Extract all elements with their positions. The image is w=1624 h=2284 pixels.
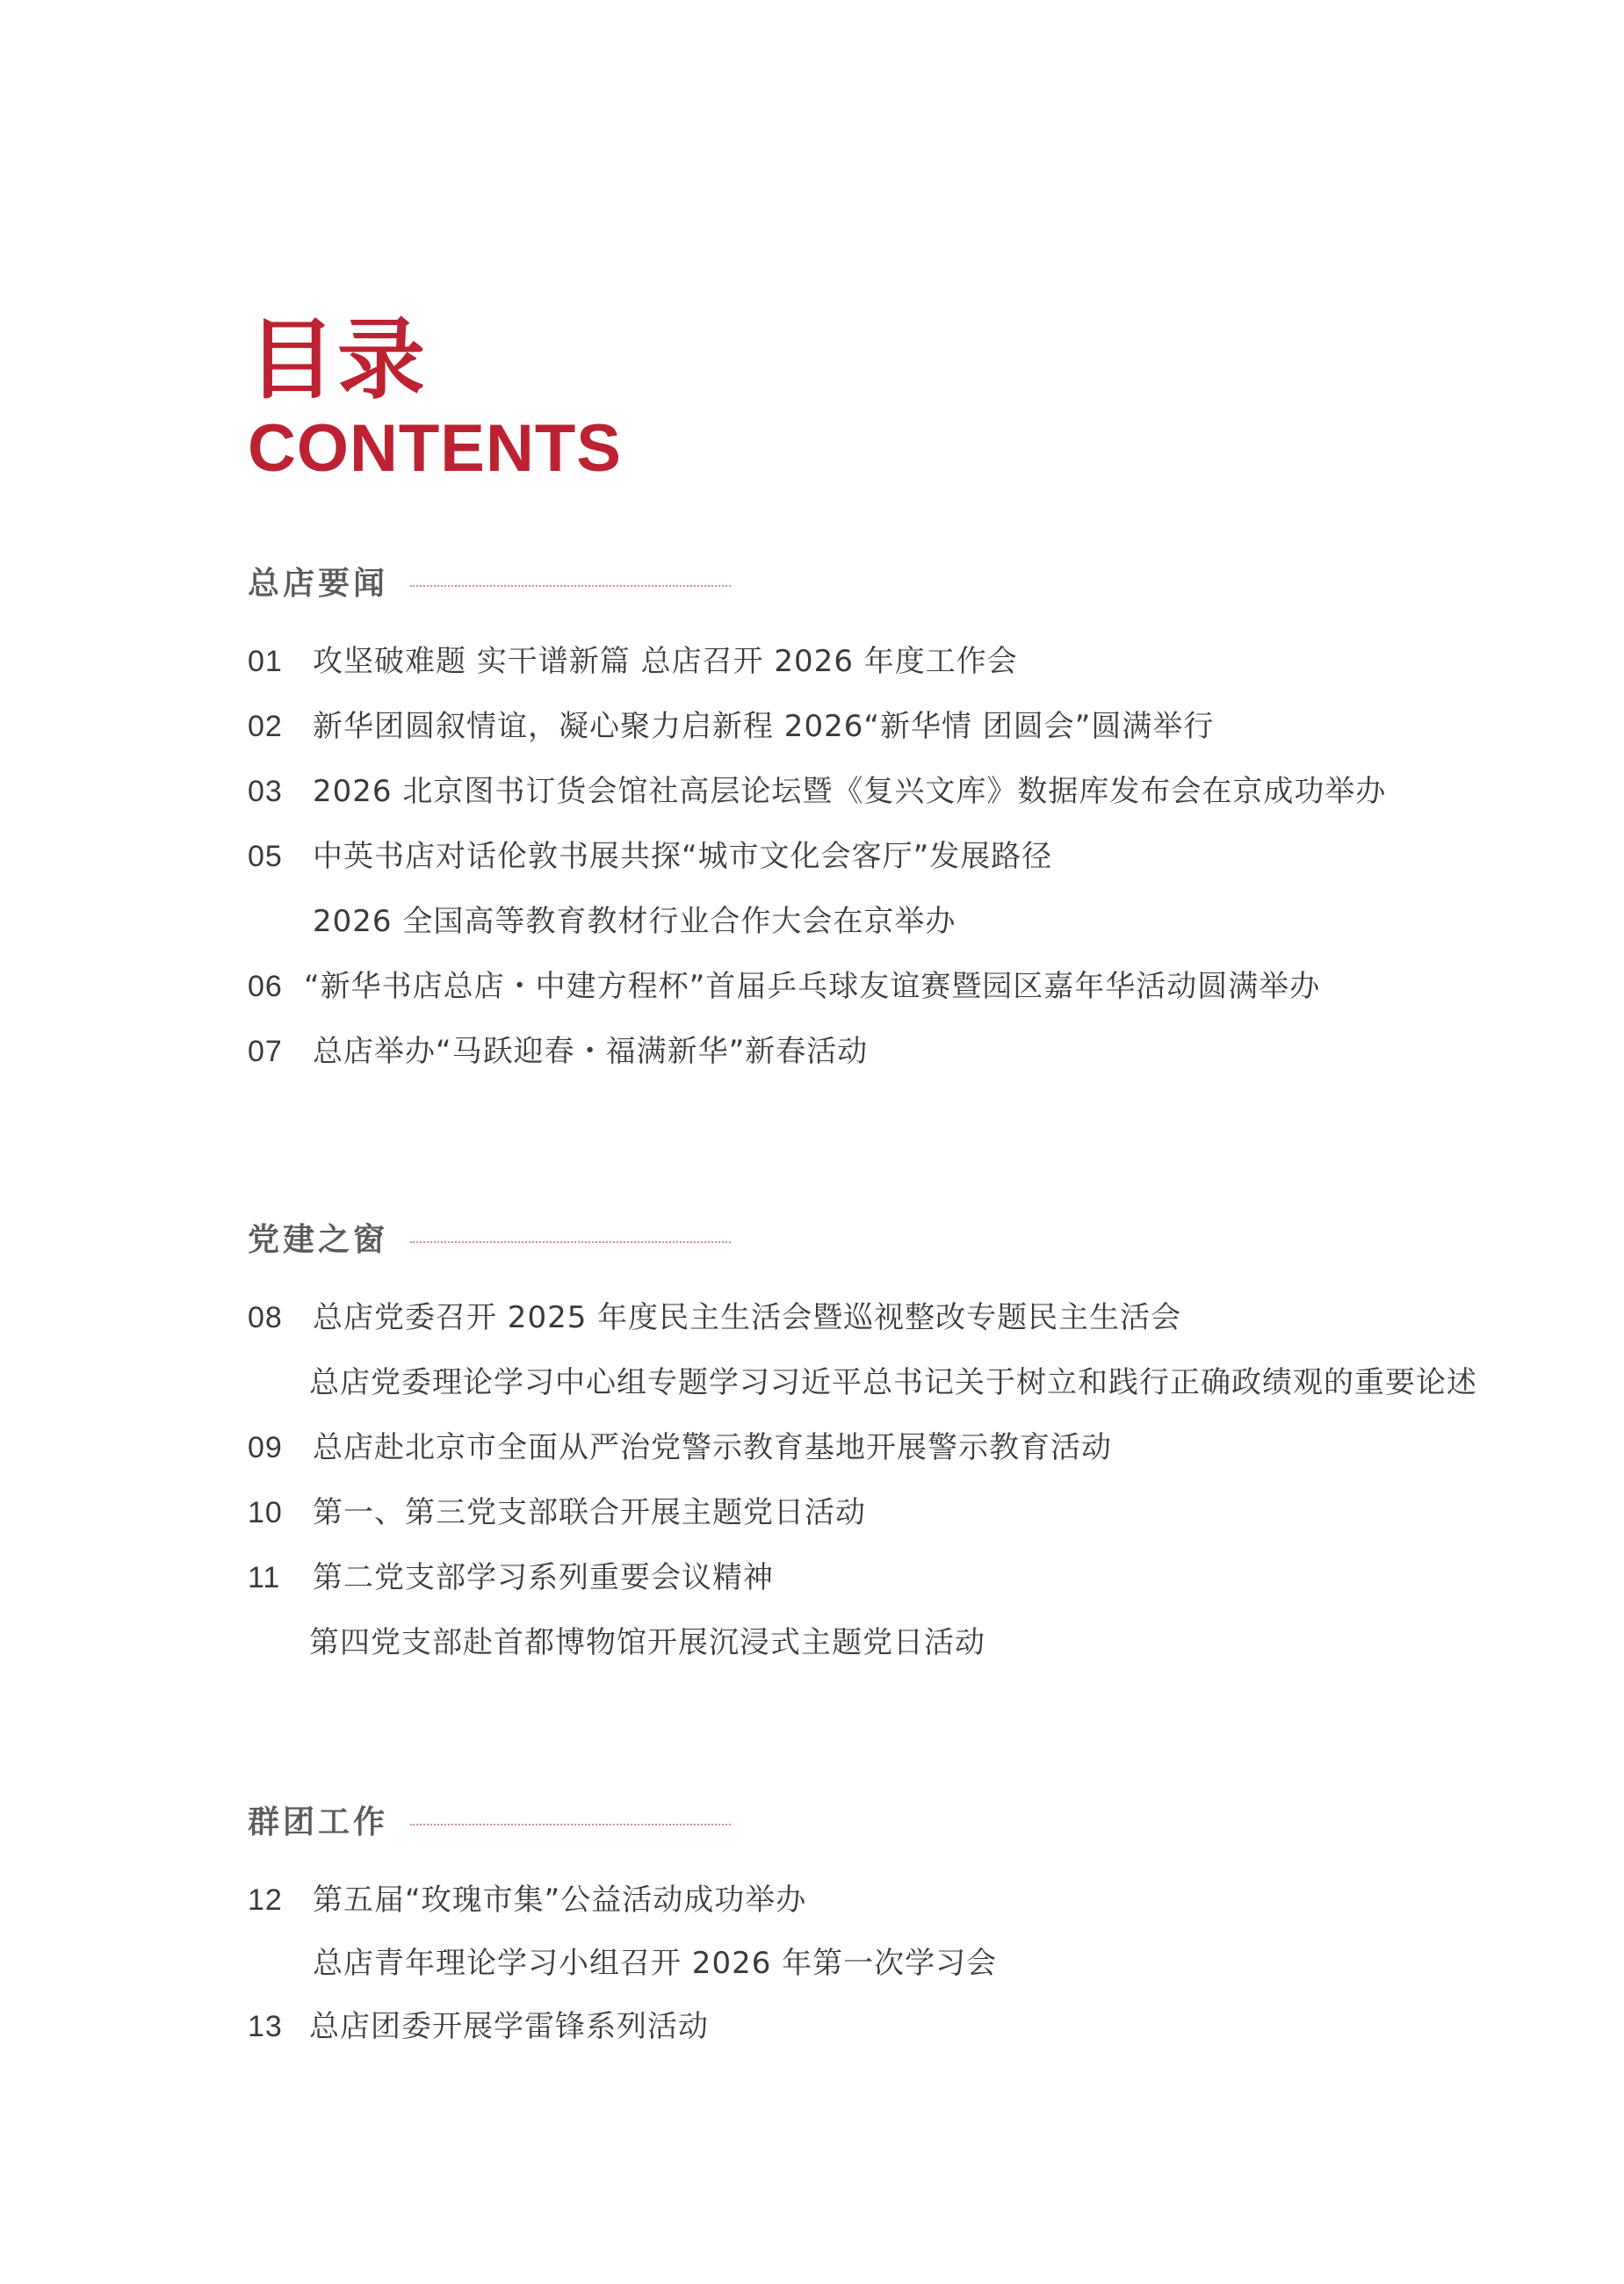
entry-title: “新华书店总店・中建方程杯”首届乒乓球友谊赛暨园区嘉年华活动圆满举办 [304, 969, 1321, 1004]
dotted-divider [410, 585, 731, 587]
section-mass-organizations [248, 1801, 1477, 2059]
page-number: 12 [248, 1883, 283, 1917]
entry-title: 总店团委开展学雷锋系列活动 [309, 2009, 709, 2044]
page-number: 06 [248, 970, 283, 1003]
page-number: 08 [248, 1301, 283, 1334]
toc-entry[interactable] [248, 1480, 1477, 1545]
section-news [248, 562, 1477, 1084]
entry-title: 新华团圆叙情谊，凝心聚力启新程 2026“新华情 团圆会”圆满举行 [313, 709, 1215, 744]
page-number: 07 [248, 1035, 283, 1068]
page-number: 10 [248, 1496, 283, 1529]
page-number: 01 [248, 645, 283, 678]
toc-entry[interactable] [248, 1545, 1477, 1610]
page-title-chinese: 目录 [248, 308, 427, 411]
dotted-divider [410, 1241, 731, 1243]
entry-title: 总店党委理论学习中心组专题学习习近平总书记关于树立和践行正确政绩观的重要论述 [309, 1365, 1477, 1400]
entry-title: 中英书店对话伦敦书展共探“城市文化会客厅”发展路径 [313, 839, 1053, 874]
entry-list [248, 1285, 1477, 1675]
entry-title: 总店党委召开 2025 年度民主生活会暨巡视整改专题民主生活会 [313, 1300, 1182, 1335]
page-title-english: CONTENTS [248, 411, 622, 486]
toc-entry[interactable] [248, 1610, 1477, 1675]
toc-entry[interactable] [248, 1285, 1477, 1350]
section-header [248, 1801, 1477, 1845]
page-number: 03 [248, 775, 283, 808]
section-party-building [248, 1218, 1477, 1675]
entry-title: 第一、第三党支部联合开展主题党日活动 [313, 1495, 866, 1530]
entry-title: 2026 全国高等教育教材行业合作大会在京举办 [313, 904, 956, 939]
page-number: 13 [248, 2010, 283, 2043]
toc-entry[interactable] [248, 954, 1477, 1019]
entry-title: 第二党支部学习系列重要会议精神 [313, 1560, 774, 1595]
toc-entry[interactable] [248, 1350, 1477, 1415]
toc-entry[interactable] [248, 824, 1477, 889]
entry-title: 总店举办“马跃迎春・福满新华”新春活动 [313, 1034, 869, 1069]
section-header [248, 562, 1477, 606]
toc-entry[interactable] [248, 889, 1477, 954]
page-number: 02 [248, 710, 283, 743]
toc-entry[interactable] [248, 629, 1477, 694]
entry-title: 第五届“玫瑰市集”公益活动成功举办 [313, 1883, 807, 1918]
entry-title: 总店青年理论学习小组召开 2026 年第一次学习会 [313, 1946, 998, 1981]
entry-title: 第四党支部赴首都博物馆开展沉浸式主题党日活动 [309, 1625, 985, 1660]
toc-entry[interactable] [248, 1415, 1477, 1480]
section-title: 总店要闻 [248, 566, 389, 602]
entry-list [248, 629, 1477, 1084]
entry-title: 攻坚破难题 实干谱新篇 总店召开 2026 年度工作会 [313, 644, 1018, 679]
dotted-divider [410, 1824, 731, 1825]
toc-entry[interactable] [248, 759, 1477, 824]
toc-entry[interactable] [248, 1994, 1477, 2059]
toc-entry[interactable] [248, 1933, 1477, 1994]
entry-title: 总店赴北京市全面从严治党警示教育基地开展警示教育活动 [313, 1430, 1112, 1465]
entry-list [248, 1868, 1477, 2059]
toc-entry[interactable] [248, 1019, 1477, 1084]
page-number: 11 [248, 1561, 281, 1594]
section-title: 党建之窗 [248, 1222, 389, 1258]
toc-entry[interactable] [248, 1868, 1477, 1933]
section-header [248, 1218, 1477, 1262]
page-number: 05 [248, 840, 283, 873]
entry-title: 2026 北京图书订货会馆社高层论坛暨《复兴文库》数据库发布会在京成功举办 [313, 774, 1387, 809]
section-title: 群团工作 [248, 1804, 389, 1840]
toc-entry[interactable] [248, 694, 1477, 759]
page-number: 09 [248, 1431, 283, 1464]
